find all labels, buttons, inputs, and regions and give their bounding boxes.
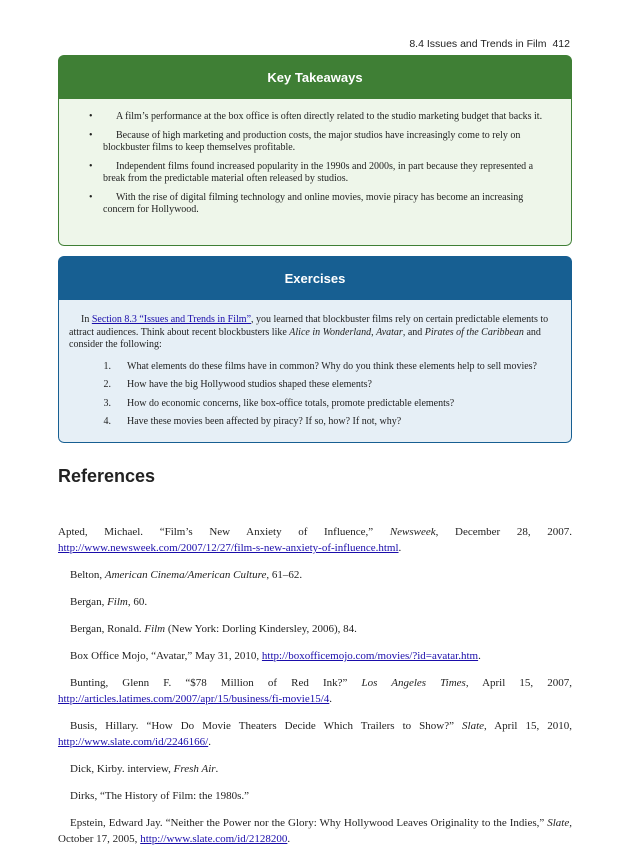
key-takeaways-header: Key Takeaways	[58, 55, 572, 99]
question-item: 4. Have these movies been affected by piracy? If so, how? If not, why?	[103, 416, 402, 427]
exercises-intro: In Section 8.3 “Issues and Trends in Film”, you learned that blockbuster films rely on certain predictable elements to attract audiences. Think about recent blockbusters like Alice in Wonderland, Avatar, and Pirates of the Caribbean and consider the following:	[69, 314, 549, 350]
section-link[interactable]: Section 8.3 “Issues and Trends in Film”	[91, 314, 252, 325]
reference-entry: Dirks, “The History of Film: the 1980s.”	[70, 790, 250, 802]
takeaway-item: • A film’s performance at the box office is often directly related to the studio marketing budget that backs it.	[89, 111, 543, 122]
reference-link[interactable]: http://www.slate.com/id/2128200	[140, 833, 288, 845]
film-title: Pirates of the Caribbean	[424, 326, 524, 338]
reference-entry: Bergan, Film, 60.	[70, 596, 148, 608]
takeaway-item: • With the rise of digital filming technology and online movies, movie piracy has become an increasing concern for Hollywood.	[89, 191, 524, 215]
reference-entry: Epstein, Edward Jay. “Neither the Power nor the Glory: Why Hollywood Leaves Originality to the Indies,” Slate, October 17, 2005, http://www.slate.com/id/2128200.	[58, 817, 572, 845]
reference-entry: Bunting, Glenn F. “$78 Million of Red Ink?” Los Angeles Times, April 15, 2007, http://articles.latimes.com/2007/apr/15/business/fi-movie15/4.	[58, 677, 572, 705]
references-list	[58, 513, 572, 848]
reference-link[interactable]: http://www.slate.com/id/2246166/	[58, 736, 209, 748]
reference-link[interactable]: http://articles.latimes.com/2007/apr/15/business/fi-movie15/4	[58, 693, 330, 705]
exercises-box	[58, 256, 572, 443]
question-item: 2. How have the big Hollywood studios shaped these elements?	[103, 379, 372, 390]
key-takeaways-body	[58, 99, 572, 246]
running-head	[409, 38, 570, 50]
takeaways-list	[89, 111, 551, 217]
reference-link[interactable]: http://www.newsweek.com/2007/12/27/film-s-new-anxiety-of-influence.html	[58, 542, 399, 554]
reference-entry: Dick, Kirby. interview, Fresh Air.	[70, 763, 219, 775]
reference-entry: Apted, Michael. “Film’s New Anxiety of Influence,” Newsweek, December 28, 2007. http://www.newsweek.com/2007/12/27/film-s-new-anxiety-of-influence.html.	[58, 526, 572, 554]
references-heading: References	[58, 466, 156, 486]
film-title: Alice in Wonderland	[289, 326, 372, 338]
takeaway-item: • Independent films found increased popularity in the 1990s and 2000s, in part because they represented a break from the predictable material often released by studios.	[89, 160, 534, 184]
takeaway-item: • Because of high marketing and production costs, the major studios have increasingly come to rely on blockbuster films to keep themselves profitable.	[89, 129, 521, 153]
film-title: Avatar	[376, 326, 403, 338]
questions-list	[69, 361, 559, 429]
reference-link[interactable]: http://boxofficemojo.com/movies/?id=avatar.htm	[261, 650, 479, 662]
bullet-icon: •	[89, 160, 93, 172]
question-item: 1. What elements do these films have in common? Why do you think these elements help to sell movies?	[103, 360, 537, 372]
exercises-body	[58, 300, 572, 443]
page-number: 412	[552, 38, 570, 50]
reference-entry: Busis, Hillary. “How Do Movie Theaters Decide Which Trailers to Show?” Slate, April 15, 2010, http://www.slate.com/id/2246166/.	[58, 720, 572, 748]
reference-entry: Bergan, Ronald. Film (New York: Dorling Kindersley, 2006), 84.	[70, 623, 357, 635]
bullet-icon: •	[89, 129, 93, 141]
section-title: 8.4 Issues and Trends in Film	[409, 38, 547, 50]
bullet-icon: •	[89, 191, 93, 203]
reference-entry: Belton, American Cinema/American Culture, 61–62.	[70, 569, 303, 581]
bullet-icon: •	[89, 111, 93, 122]
question-item: 3. How do economic concerns, like box-office totals, promote predictable elements?	[103, 397, 455, 409]
exercises-header: Exercises	[58, 256, 572, 300]
key-takeaways-box	[58, 55, 572, 246]
reference-entry: Box Office Mojo, “Avatar,” May 31, 2010, http://boxofficemojo.com/movies/?id=avatar.htm.	[70, 650, 481, 662]
